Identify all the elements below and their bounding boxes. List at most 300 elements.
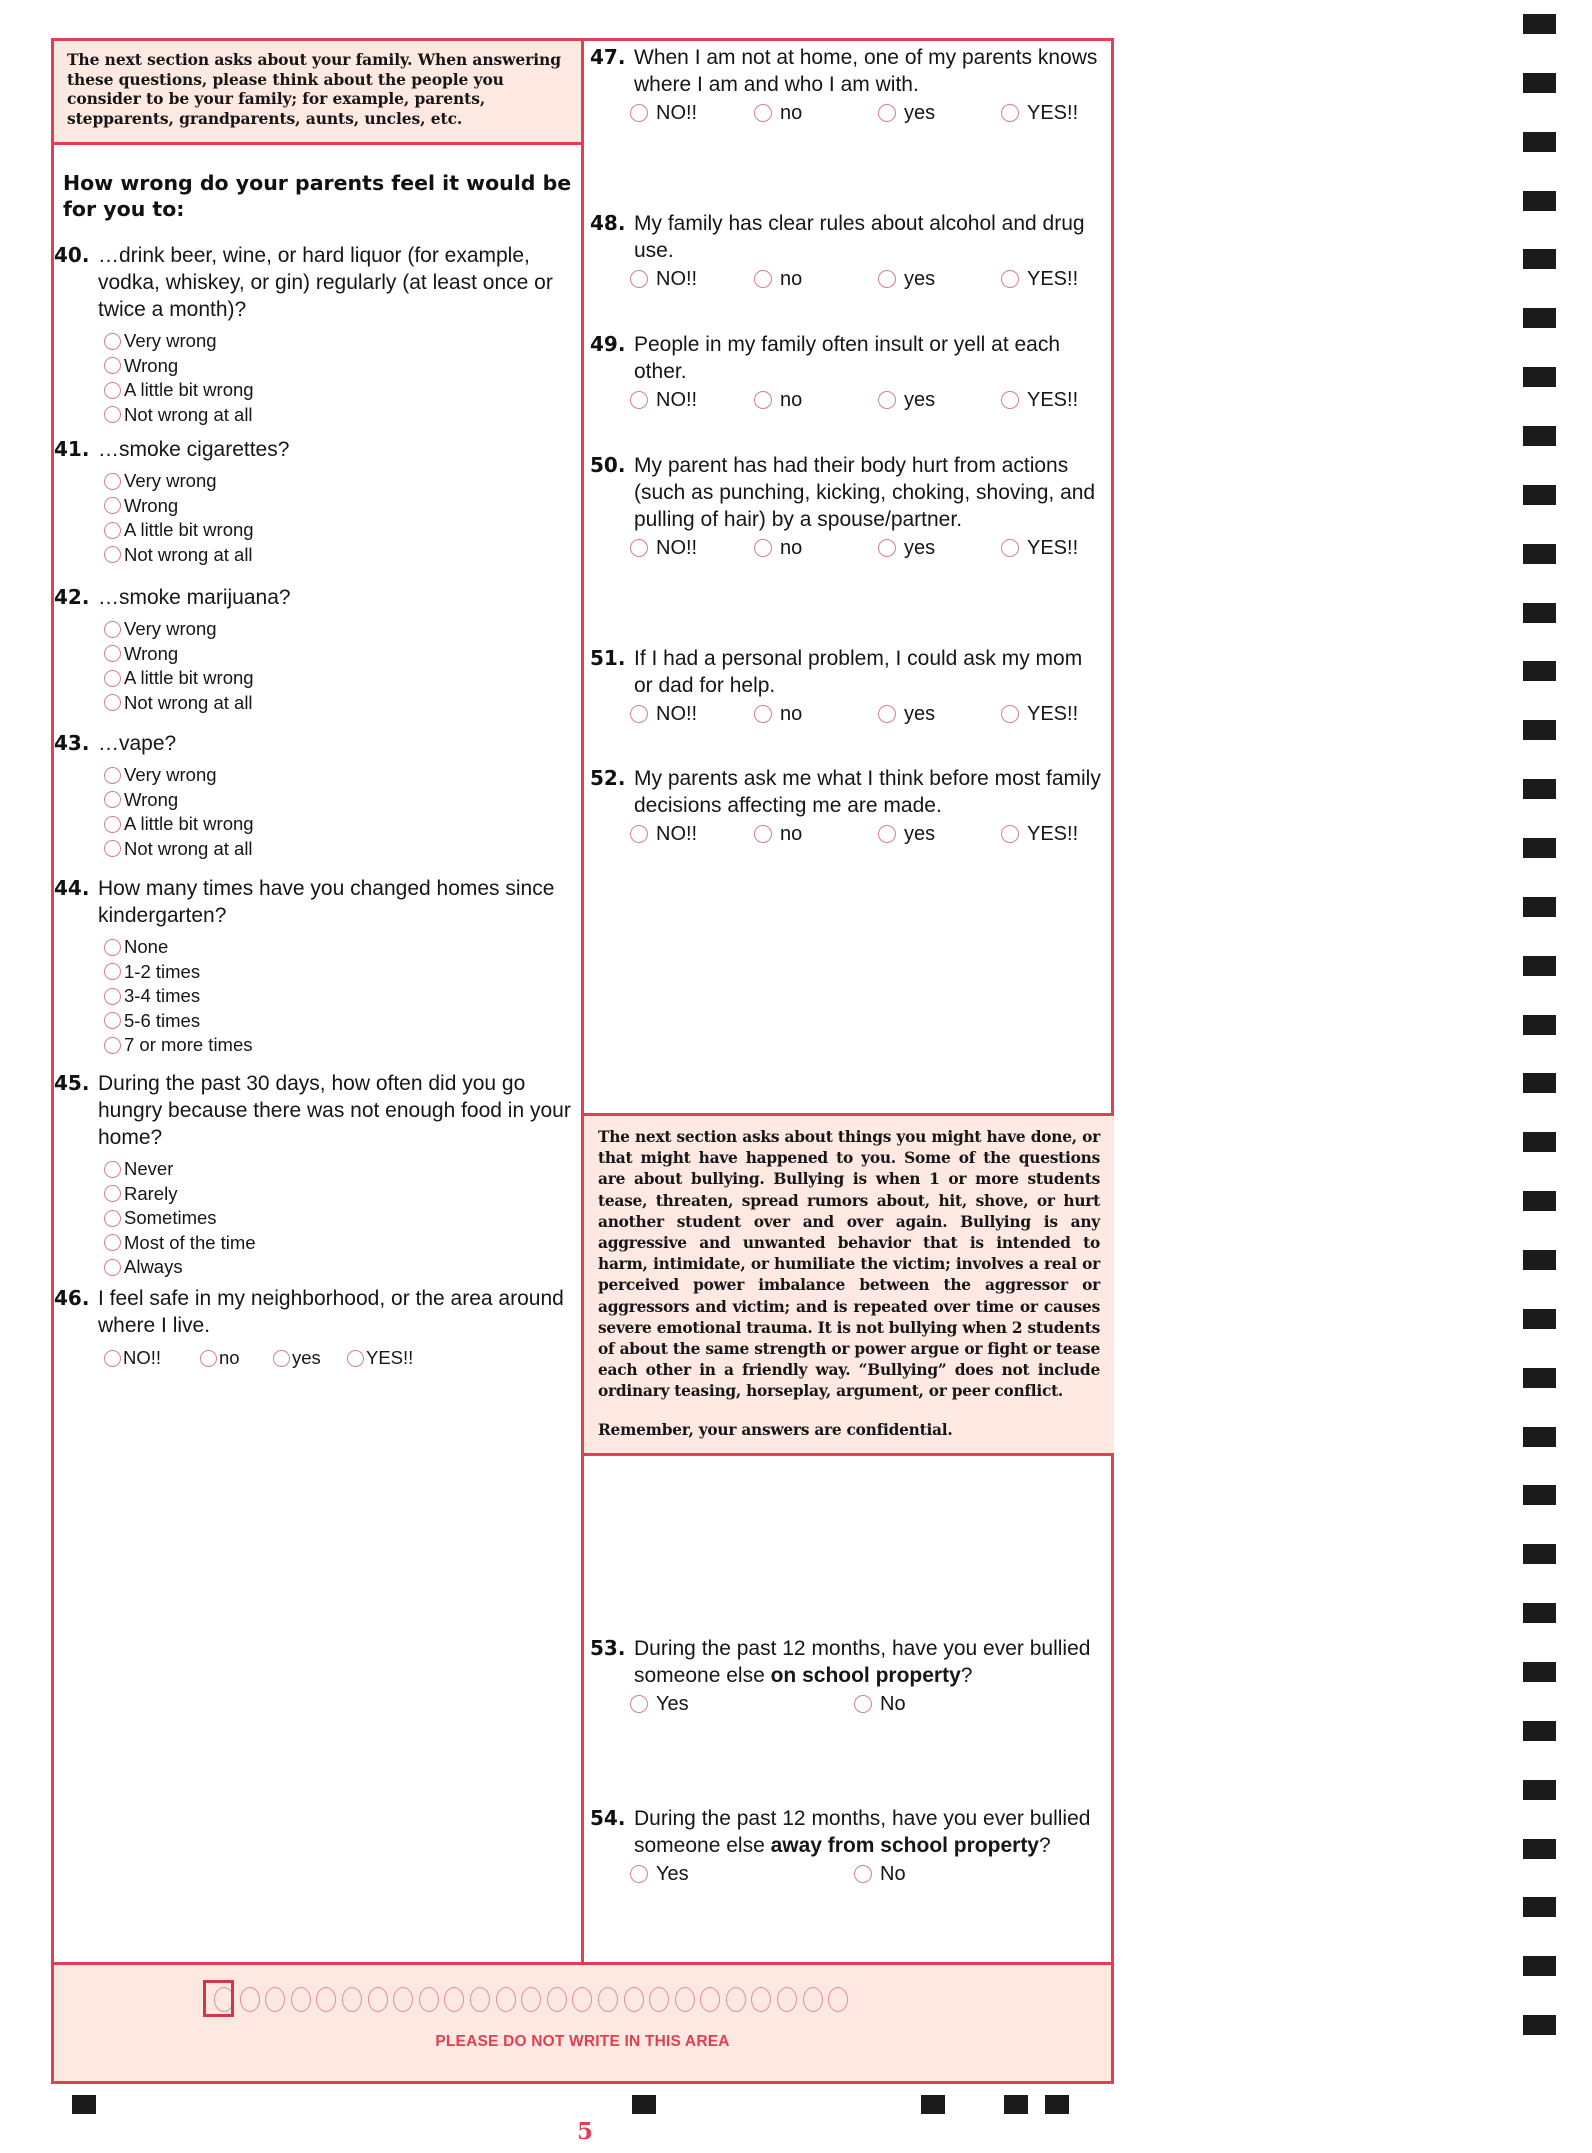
question-44: [54, 875, 579, 1058]
radio-bubble-icon[interactable]: [104, 1259, 121, 1276]
question-52-number: 52.: [590, 766, 626, 790]
timing-mark: [1523, 1721, 1556, 1741]
option-label: None: [124, 936, 169, 958]
scan-bubble[interactable]: [828, 1987, 848, 2012]
option-yes[interactable]: [630, 1693, 689, 1715]
radio-bubble-icon[interactable]: [104, 1185, 121, 1202]
option-label: YES!!: [1027, 389, 1079, 411]
option-yes[interactable]: [878, 268, 935, 290]
radio-bubble-icon[interactable]: [878, 705, 896, 723]
option-label: YES!!: [1027, 823, 1079, 845]
timing-mark: [1523, 1132, 1556, 1152]
scan-bubble[interactable]: [803, 1987, 823, 2012]
question-46: [54, 1285, 579, 1375]
scan-bubble[interactable]: [751, 1987, 771, 2012]
scan-bubble[interactable]: [444, 1987, 464, 2012]
scan-bubble[interactable]: [291, 1987, 311, 2012]
radio-bubble-icon[interactable]: [754, 104, 772, 122]
timing-mark: [1523, 426, 1556, 446]
option-none[interactable]: [104, 935, 579, 960]
radio-bubble-icon[interactable]: [1001, 705, 1019, 723]
radio-bubble-icon[interactable]: [104, 988, 121, 1005]
scan-bubble[interactable]: [265, 1987, 285, 2012]
option-5-6-times[interactable]: [104, 1009, 579, 1034]
option-label: yes: [904, 537, 936, 559]
option-label: no: [780, 537, 803, 559]
option-no-strong[interactable]: [630, 823, 697, 845]
option-sometimes[interactable]: [104, 1206, 579, 1231]
radio-bubble-icon[interactable]: [104, 1012, 121, 1029]
radio-bubble-icon[interactable]: [104, 791, 121, 808]
option-label: Always: [124, 1256, 183, 1278]
family-intro-text: The next section asks about your family. When answering these questions, please think about the people you consider to be your family; for example, parents, stepparents, grandparents, aunts, uncles, etc.: [67, 50, 561, 128]
timing-mark: [1523, 1250, 1556, 1270]
scan-bubble[interactable]: [675, 1987, 695, 2012]
family-intro-box: [54, 41, 581, 145]
timing-mark: [1523, 1015, 1556, 1035]
option-label: Yes: [656, 1863, 689, 1885]
scan-bubble[interactable]: [726, 1987, 746, 2012]
option-yes-strong[interactable]: [1001, 268, 1078, 290]
radio-bubble-icon[interactable]: [104, 670, 121, 687]
option-no-strong[interactable]: [104, 1347, 161, 1369]
scan-bubble[interactable]: [368, 1987, 388, 2012]
option-yes[interactable]: [878, 703, 935, 725]
timing-mark: [1523, 720, 1556, 740]
option-label: NO!!: [656, 537, 698, 559]
radio-bubble-icon[interactable]: [754, 825, 772, 843]
radio-bubble-icon[interactable]: [104, 546, 121, 563]
radio-bubble-icon[interactable]: [630, 1695, 648, 1713]
option-label: no: [780, 389, 803, 411]
radio-bubble-icon[interactable]: [104, 333, 121, 350]
scan-bubble[interactable]: [393, 1987, 413, 2012]
question-53-text: [634, 1635, 1112, 1689]
timing-mark: [1523, 1603, 1556, 1623]
registration-mark-5: [1045, 2095, 1069, 2114]
timing-mark: [1523, 661, 1556, 681]
question-51-options: [630, 703, 1112, 731]
option-label: yes: [904, 102, 936, 124]
question-44-number: 44.: [54, 876, 90, 900]
timing-mark: [1523, 308, 1556, 328]
option-label: NO!!: [656, 703, 698, 725]
question-43-number: 43.: [54, 731, 90, 755]
option-label: A little bit wrong: [124, 519, 254, 541]
scan-bubble[interactable]: [624, 1987, 644, 2012]
page-number: 5: [576, 2118, 593, 2145]
question-44-options: [104, 935, 579, 1058]
question-48-text: My family has clear rules about alcohol and drug use.: [634, 212, 1085, 262]
question-43-options: [104, 763, 579, 861]
option-yes[interactable]: [878, 823, 935, 845]
option-label: A little bit wrong: [124, 379, 254, 401]
radio-bubble-icon[interactable]: [104, 1037, 121, 1054]
option-yes-strong[interactable]: [1001, 102, 1078, 124]
question-54-text: [634, 1805, 1112, 1859]
timing-mark: [1523, 897, 1556, 917]
scan-answer-strip: [54, 1962, 1111, 2081]
timing-mark: [1523, 132, 1556, 152]
question-40-options: [104, 329, 579, 427]
option-very-wrong[interactable]: [104, 469, 579, 494]
option-label: no: [780, 823, 803, 845]
option-label: Sometimes: [124, 1207, 217, 1229]
timing-mark: [1523, 1956, 1556, 1976]
option-not-wrong-at-all[interactable]: [104, 543, 579, 568]
scan-bubble[interactable]: [342, 1987, 362, 2012]
option-label: Yes: [656, 1693, 689, 1715]
question-40: [54, 242, 579, 427]
question-48-number: 48.: [590, 211, 626, 235]
radio-bubble-icon[interactable]: [104, 1161, 121, 1178]
timing-mark: [1523, 1839, 1556, 1859]
question-52: [590, 765, 1112, 851]
timing-mark: [1523, 956, 1556, 976]
question-41-options: [104, 469, 579, 567]
timing-mark: [1523, 1662, 1556, 1682]
scan-bubble[interactable]: [572, 1987, 592, 2012]
option-no-strong[interactable]: [630, 268, 697, 290]
question-51: [590, 645, 1112, 731]
option-no[interactable]: [754, 268, 802, 290]
question-41-text: …smoke cigarettes?: [98, 438, 290, 461]
radio-bubble-icon[interactable]: [878, 391, 896, 409]
option-yes-strong[interactable]: [1001, 703, 1078, 725]
question-54-number: 54.: [590, 1806, 626, 1830]
timing-mark: [1523, 1427, 1556, 1447]
option-label: 5-6 times: [124, 1009, 201, 1031]
question-43-text: …vape?: [98, 732, 177, 755]
option-label: Very wrong: [124, 470, 217, 492]
question-54-text-bold: away from school property: [770, 1834, 1039, 1857]
question-52-options: [630, 823, 1112, 851]
radio-bubble-icon[interactable]: [273, 1350, 290, 1367]
question-43: [54, 730, 579, 861]
timing-mark: [1523, 191, 1556, 211]
option-label: Very wrong: [124, 330, 217, 352]
option-label: Never: [124, 1158, 174, 1180]
question-54: [590, 1805, 1112, 1891]
scan-bubble[interactable]: [419, 1987, 439, 2012]
radio-bubble-icon[interactable]: [754, 539, 772, 557]
question-53-text-post: ?: [960, 1664, 973, 1687]
option-yes[interactable]: [878, 537, 935, 559]
radio-bubble-icon[interactable]: [754, 705, 772, 723]
radio-bubble-icon[interactable]: [630, 539, 648, 557]
radio-bubble-icon[interactable]: [854, 1865, 872, 1883]
option-label: 7 or more times: [124, 1034, 253, 1056]
option-label: Not wrong at all: [124, 691, 253, 713]
option-wrong[interactable]: [104, 354, 579, 379]
radio-bubble-icon[interactable]: [104, 1234, 121, 1251]
option-no[interactable]: [754, 703, 802, 725]
timing-mark: [1523, 544, 1556, 564]
section-heading-how-wrong: How wrong do your parents feel it would be for you to:: [63, 171, 572, 221]
timing-mark: [1523, 2015, 1556, 2035]
timing-mark: [1523, 485, 1556, 505]
option-label: Rarely: [124, 1182, 178, 1204]
radio-bubble-icon[interactable]: [1001, 270, 1019, 288]
radio-bubble-icon[interactable]: [347, 1350, 364, 1367]
option-label: YES!!: [366, 1347, 414, 1368]
option-label: yes: [904, 823, 936, 845]
option-no[interactable]: [754, 102, 802, 124]
question-53: [590, 1635, 1112, 1721]
option-label: Not wrong at all: [124, 403, 253, 425]
timing-mark: [1523, 603, 1556, 623]
timing-mark: [1523, 1368, 1556, 1388]
radio-bubble-icon[interactable]: [200, 1350, 217, 1367]
radio-bubble-icon[interactable]: [104, 1350, 121, 1367]
scan-bubble[interactable]: [496, 1987, 516, 2012]
question-53-number: 53.: [590, 1636, 626, 1660]
option-most-of-the-time[interactable]: [104, 1231, 579, 1256]
radio-bubble-icon[interactable]: [878, 270, 896, 288]
option-1-2-times[interactable]: [104, 960, 579, 985]
radio-bubble-icon[interactable]: [104, 406, 121, 423]
registration-mark-2: [632, 2095, 656, 2114]
question-47-number: 47.: [590, 45, 626, 69]
option-wrong[interactable]: [104, 788, 579, 813]
question-49-options: [630, 389, 1112, 417]
timing-mark: [1523, 1191, 1556, 1211]
question-49-number: 49.: [590, 332, 626, 356]
scan-bubble[interactable]: [316, 1987, 336, 2012]
option-a-little-bit-wrong[interactable]: [104, 812, 579, 837]
option-label: A little bit wrong: [124, 813, 254, 835]
scan-bubble[interactable]: [470, 1987, 490, 2012]
option-no[interactable]: [754, 537, 802, 559]
option-no[interactable]: [754, 389, 802, 411]
question-51-text: If I had a personal problem, I could ask my mom or dad for help.: [634, 647, 1083, 697]
option-yes-strong[interactable]: [347, 1347, 413, 1369]
option-label: yes: [904, 389, 936, 411]
scan-bubble-row[interactable]: [214, 1987, 848, 2012]
question-46-options: [104, 1347, 579, 1375]
radio-bubble-icon[interactable]: [104, 382, 121, 399]
scan-bubble[interactable]: [598, 1987, 618, 2012]
option-not-wrong-at-all[interactable]: [104, 837, 579, 862]
question-50: [590, 452, 1112, 565]
option-not-wrong-at-all[interactable]: [104, 403, 579, 428]
radio-bubble-icon[interactable]: [104, 816, 121, 833]
question-47-text: When I am not at home, one of my parents knows where I am and who I am with.: [634, 46, 1098, 96]
scan-bubble[interactable]: [649, 1987, 669, 2012]
timing-mark: [1523, 1309, 1556, 1329]
question-45-text: During the past 30 days, how often did you go hungry because there was not enough food in your home?: [98, 1072, 571, 1149]
option-a-little-bit-wrong[interactable]: [104, 378, 579, 403]
scan-bubble[interactable]: [240, 1987, 260, 2012]
radio-bubble-icon[interactable]: [630, 104, 648, 122]
question-48-options: [630, 268, 1112, 296]
question-44-text: How many times have you changed homes since kindergarten?: [98, 877, 555, 927]
option-always[interactable]: [104, 1255, 579, 1280]
option-no-strong[interactable]: [630, 537, 697, 559]
scan-bubble-highlight-box: [203, 1980, 234, 2017]
scan-bubble[interactable]: [547, 1987, 567, 2012]
bullying-info-paragraph: The next section asks about things you might have done, or that might have happened to you. Some of the questions are about bullying. Bullying is when 1 or more students tease, threaten, spread rumors about, hit, shove, or hurt another student over and over again. Bullying is any aggressive and unwanted behavior that is intended to harm, intimidate, or humiliate the victim; involves a real or perceived power imbalance between the aggressor or aggressors and victim; and is repeated over time or causes severe emotional trauma. It is not bullying when 2 students of about the same strength or power argue or fight or tease each other in a friendly way. “Bullying” does not include ordinary teasing, horseplay, argument, or peer conflict.: [598, 1128, 1100, 1401]
question-45: [54, 1070, 579, 1280]
radio-bubble-icon[interactable]: [878, 825, 896, 843]
option-yes-strong[interactable]: [1001, 389, 1078, 411]
timing-mark: [1523, 1780, 1556, 1800]
option-yes[interactable]: [878, 389, 935, 411]
option-no-strong[interactable]: [630, 389, 697, 411]
option-wrong[interactable]: [104, 642, 579, 667]
radio-bubble-icon[interactable]: [630, 1865, 648, 1883]
question-40-text: …drink beer, wine, or hard liquor (for example, vodka, whiskey, or gin) regularly (at least once or twice a month)?: [98, 244, 553, 321]
option-a-little-bit-wrong[interactable]: [104, 518, 579, 543]
question-49: [590, 331, 1112, 417]
option-label: no: [780, 703, 803, 725]
timing-mark: [1523, 838, 1556, 858]
option-label: YES!!: [1027, 102, 1079, 124]
question-50-options: [630, 537, 1112, 565]
radio-bubble-icon[interactable]: [104, 621, 121, 638]
option-yes-strong[interactable]: [1001, 823, 1078, 845]
radio-bubble-icon[interactable]: [754, 270, 772, 288]
timing-mark: [1523, 1073, 1556, 1093]
timing-mark: [1523, 1544, 1556, 1564]
option-label: yes: [904, 268, 936, 290]
option-yes-strong[interactable]: [1001, 537, 1078, 559]
option-label: Not wrong at all: [124, 543, 253, 565]
option-label: YES!!: [1027, 268, 1079, 290]
option-no[interactable]: [200, 1347, 240, 1369]
timing-mark: [1523, 73, 1556, 93]
option-label: no: [780, 268, 803, 290]
option-label: no: [780, 102, 803, 124]
option-label: yes: [904, 703, 936, 725]
question-54-options: [630, 1863, 1112, 1891]
option-no[interactable]: [754, 823, 802, 845]
question-49-text: People in my family often insult or yell at each other.: [634, 333, 1061, 383]
question-47: [590, 44, 1112, 130]
radio-bubble-icon[interactable]: [104, 939, 121, 956]
option-a-little-bit-wrong[interactable]: [104, 666, 579, 691]
option-no[interactable]: [854, 1863, 906, 1885]
option-label: Wrong: [124, 642, 179, 664]
option-yes[interactable]: [273, 1347, 321, 1369]
scan-bubble[interactable]: [700, 1987, 720, 2012]
question-51-number: 51.: [590, 646, 626, 670]
radio-bubble-icon[interactable]: [104, 357, 121, 374]
option-7-or-more-times[interactable]: [104, 1033, 579, 1058]
option-wrong[interactable]: [104, 494, 579, 519]
option-label: NO!!: [123, 1347, 162, 1368]
radio-bubble-icon[interactable]: [854, 1695, 872, 1713]
radio-bubble-icon[interactable]: [630, 705, 648, 723]
option-never[interactable]: [104, 1157, 579, 1182]
option-yes[interactable]: [630, 1863, 689, 1885]
do-not-write-notice: PLEASE DO NOT WRITE IN THIS AREA: [435, 2033, 730, 2050]
option-no-strong[interactable]: [630, 703, 697, 725]
option-label: YES!!: [1027, 537, 1079, 559]
timing-mark: [1523, 367, 1556, 387]
option-label: 1-2 times: [124, 960, 201, 982]
radio-bubble-icon[interactable]: [1001, 391, 1019, 409]
question-41: [54, 436, 579, 567]
option-rarely[interactable]: [104, 1182, 579, 1207]
registration-mark-1: [72, 2095, 96, 2114]
radio-bubble-icon[interactable]: [630, 391, 648, 409]
scan-bubble[interactable]: [777, 1987, 797, 2012]
option-label: YES!!: [1027, 703, 1079, 725]
option-not-wrong-at-all[interactable]: [104, 691, 579, 716]
radio-bubble-icon[interactable]: [104, 522, 121, 539]
option-label: Wrong: [124, 354, 179, 376]
option-3-4-times[interactable]: [104, 984, 579, 1009]
option-no[interactable]: [854, 1693, 906, 1715]
radio-bubble-icon[interactable]: [754, 391, 772, 409]
question-52-text: My parents ask me what I think before most family decisions affecting me are made.: [634, 767, 1101, 817]
radio-bubble-icon[interactable]: [104, 497, 121, 514]
option-label: Not wrong at all: [124, 837, 253, 859]
question-50-number: 50.: [590, 453, 626, 477]
radio-bubble-icon[interactable]: [104, 645, 121, 662]
option-label: no: [219, 1347, 240, 1368]
question-53-text-bold: on school property: [770, 1664, 961, 1687]
radio-bubble-icon[interactable]: [104, 694, 121, 711]
radio-bubble-icon[interactable]: [630, 825, 648, 843]
question-50-text: My parent has had their body hurt from actions (such as punching, kicking, choking, shoving, and pulling of hair) by a spouse/partner.: [634, 454, 1096, 531]
question-48: [590, 210, 1112, 296]
option-label: Wrong: [124, 788, 179, 810]
option-label: Very wrong: [124, 618, 217, 640]
question-54-text-pre: During the past 12 months, have you ever bullied someone else: [634, 1807, 1091, 1857]
question-45-options: [104, 1157, 579, 1280]
radio-bubble-icon[interactable]: [1001, 104, 1019, 122]
radio-bubble-icon[interactable]: [878, 104, 896, 122]
option-no-strong[interactable]: [630, 102, 697, 124]
question-47-options: [630, 102, 1112, 130]
radio-bubble-icon[interactable]: [630, 270, 648, 288]
question-46-number: 46.: [54, 1286, 90, 1310]
radio-bubble-icon[interactable]: [1001, 825, 1019, 843]
timing-mark: [1523, 779, 1556, 799]
timing-mark: [1523, 14, 1556, 34]
scan-bubble[interactable]: [521, 1987, 541, 2012]
radio-bubble-icon[interactable]: [104, 767, 121, 784]
option-very-wrong[interactable]: [104, 329, 579, 354]
option-label: yes: [292, 1347, 321, 1368]
radio-bubble-icon[interactable]: [104, 473, 121, 490]
option-yes[interactable]: [878, 102, 935, 124]
option-label: NO!!: [656, 268, 698, 290]
radio-bubble-icon[interactable]: [104, 963, 121, 980]
bullying-confidential-note: Remember, your answers are confidential.: [598, 1420, 953, 1439]
radio-bubble-icon[interactable]: [1001, 539, 1019, 557]
radio-bubble-icon[interactable]: [104, 840, 121, 857]
timing-mark: [1523, 249, 1556, 269]
timing-mark: [1523, 1485, 1556, 1505]
question-42-number: 42.: [54, 585, 90, 609]
registration-mark-4: [1004, 2095, 1028, 2114]
option-label: A little bit wrong: [124, 667, 254, 689]
option-very-wrong[interactable]: [104, 763, 579, 788]
option-label: NO!!: [656, 102, 698, 124]
option-label: NO!!: [656, 823, 698, 845]
question-45-number: 45.: [54, 1071, 90, 1095]
radio-bubble-icon[interactable]: [104, 1210, 121, 1227]
option-very-wrong[interactable]: [104, 617, 579, 642]
radio-bubble-icon[interactable]: [878, 539, 896, 557]
question-41-number: 41.: [54, 437, 90, 461]
registration-mark-3: [921, 2095, 945, 2114]
option-label: Very wrong: [124, 764, 217, 786]
option-label: No: [880, 1693, 906, 1715]
